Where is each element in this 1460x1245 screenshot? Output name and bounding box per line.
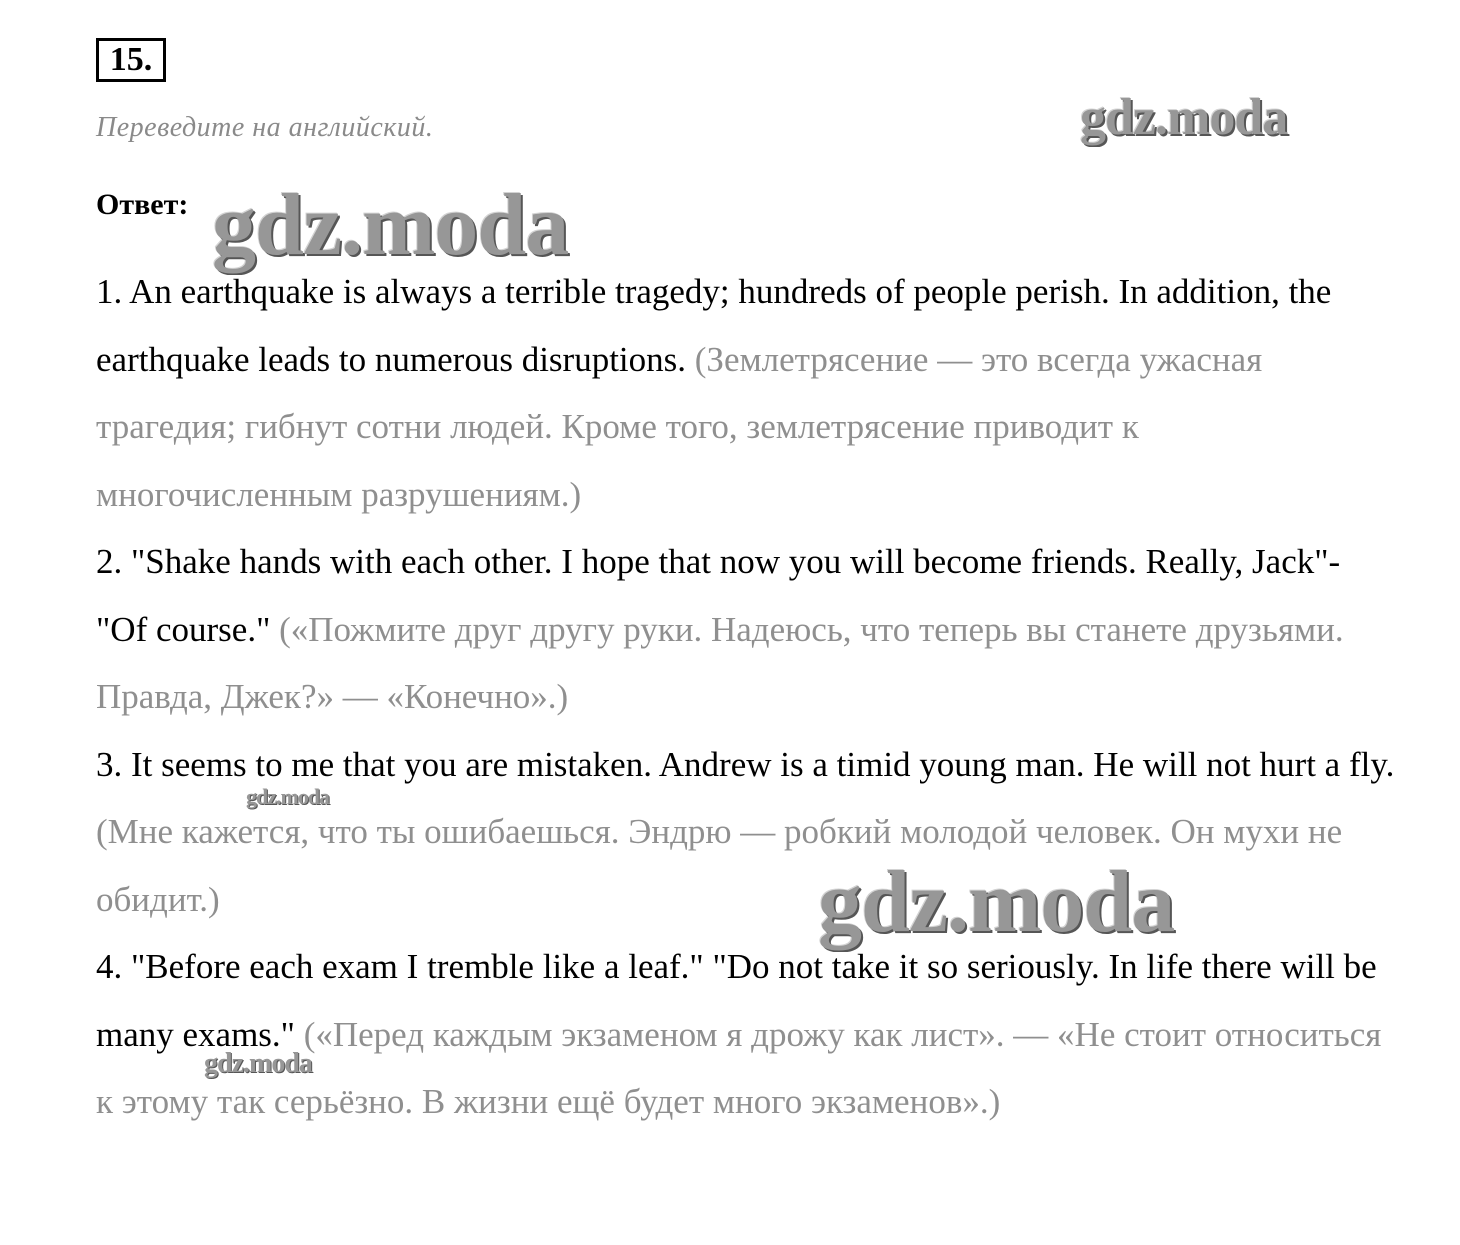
answer-english: 2. "Shake hands with each other. I hope that now you will become friends. Really, Jack"- "Of course."	[96, 542, 1341, 649]
answer-english: 3. It seems to me that you are mistaken. Andrew is a timid young man. He will not hurt a fly.	[96, 744, 1395, 784]
answer-label: Ответ:	[96, 188, 189, 221]
answer-russian: (Мне кажется, что ты ошибаешься. Эндрю — робкий молодой человек. Он мухи не обидит.)	[96, 812, 1343, 919]
answer-item	[96, 933, 1396, 1136]
answer-english: 4. "Before each exam I tremble like a leaf." "Do not take it so seriously. In life there will be many exams."	[96, 947, 1377, 1054]
watermark-logo: gdz.moda	[818, 854, 1175, 951]
answer-item	[96, 731, 1396, 934]
answer-item	[96, 528, 1396, 731]
answer-list	[96, 258, 1396, 1136]
answer-russian: («Пожмите друг другу руки. Надеюсь, что теперь вы станете друзьями. Правда, Джек?» — «Конечно».)	[96, 609, 1344, 716]
watermark-logo: gdz.moda	[212, 177, 569, 274]
watermark-logo: gdz.moda	[204, 1048, 312, 1079]
answer-english: 1. An earthquake is always a terrible tragedy; hundreds of people perish. In addition, the earthquake leads to numerous disruptions.	[96, 272, 1332, 379]
watermark-logo: gdz.moda	[1080, 89, 1288, 146]
answer-item	[96, 258, 1396, 528]
task-number: 15.	[96, 38, 166, 82]
instruction-text: Переведите на английский.	[96, 112, 434, 143]
watermark-logo: gdz.moda	[246, 784, 330, 809]
answer-russian: (Землетрясение — это всегда ужасная трагедия; гибнут сотни людей. Кроме того, землетрясение приводит к многочисленным разрушениям.)	[96, 339, 1263, 514]
answer-russian: («Перед каждым экзаменом я дрожу как лист». — «Не стоит относиться к этому так серьёзно. В жизни ещё будет много экзаменов».)	[96, 1014, 1382, 1121]
